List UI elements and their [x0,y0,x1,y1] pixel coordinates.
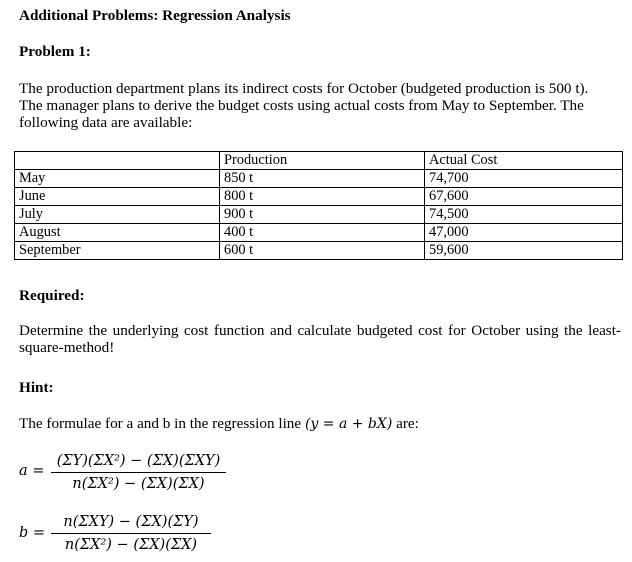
formula-b-fraction [51,512,211,555]
cell-cost: 47,000 [425,224,623,242]
table-row [15,242,623,260]
cell-production: 400 t [220,224,425,242]
cost-data-table [14,151,623,260]
intro-paragraph [19,80,619,131]
table-row [15,188,623,206]
formula-a-numerator: (ΣY)(ΣX²) − (ΣX)(ΣXY) [56,453,221,469]
header-actual-cost: Actual Cost [425,152,623,170]
formula-b-numerator: n(ΣXY) − (ΣX)(ΣY) [63,514,199,530]
document-title: Additional Problems: Regression Analysis [19,7,291,24]
cell-cost: 74,500 [425,206,623,224]
fraction-bar [51,533,211,534]
regression-line-equation: (y = a + bX) [304,416,393,432]
table-header-row [15,152,623,170]
cell-month: September [15,242,220,260]
table-row [15,170,623,188]
hint-heading: Hint: [19,379,54,396]
intro-line: The production department plans its indirect costs for October (budgeted production is 500 t). [19,80,589,97]
required-heading: Required: [19,287,85,304]
formula-b-denominator: n(ΣX²) − (ΣX)(ΣX) [64,537,198,553]
cell-production: 900 t [220,206,425,224]
cell-month: August [15,224,220,242]
formula-a-denominator: n(ΣX²) − (ΣX)(ΣX) [72,476,205,492]
table-row [15,206,623,224]
cell-cost: 59,600 [425,242,623,260]
formula-b-lhs: b = [19,525,46,541]
cell-production: 600 t [220,242,425,260]
cell-cost: 74,700 [425,170,623,188]
formula-a-fraction [51,451,226,494]
intro-line: The manager plans to derive the budget costs using actual costs from May to September. The [19,97,584,114]
cell-cost: 67,600 [425,188,623,206]
formula-a-lhs: a = [19,463,45,479]
fraction-bar [51,472,226,473]
formula-intro [19,415,419,433]
table-row [15,224,623,242]
cell-month: July [15,206,220,224]
cell-production: 850 t [220,170,425,188]
task-text: Determine the underlying cost function and calculate budgeted cost for October using the least-square-method! [19,322,621,356]
formula-intro-text: The formulae for a and b in the regression line [19,415,302,432]
cell-month: May [15,170,220,188]
problem-heading: Problem 1: [19,43,91,60]
cell-month: June [15,188,220,206]
header-month [15,152,220,170]
cell-production: 800 t [220,188,425,206]
formula-intro-end: are: [396,415,419,432]
header-production: Production [220,152,425,170]
intro-line: following data are available: [19,114,193,131]
